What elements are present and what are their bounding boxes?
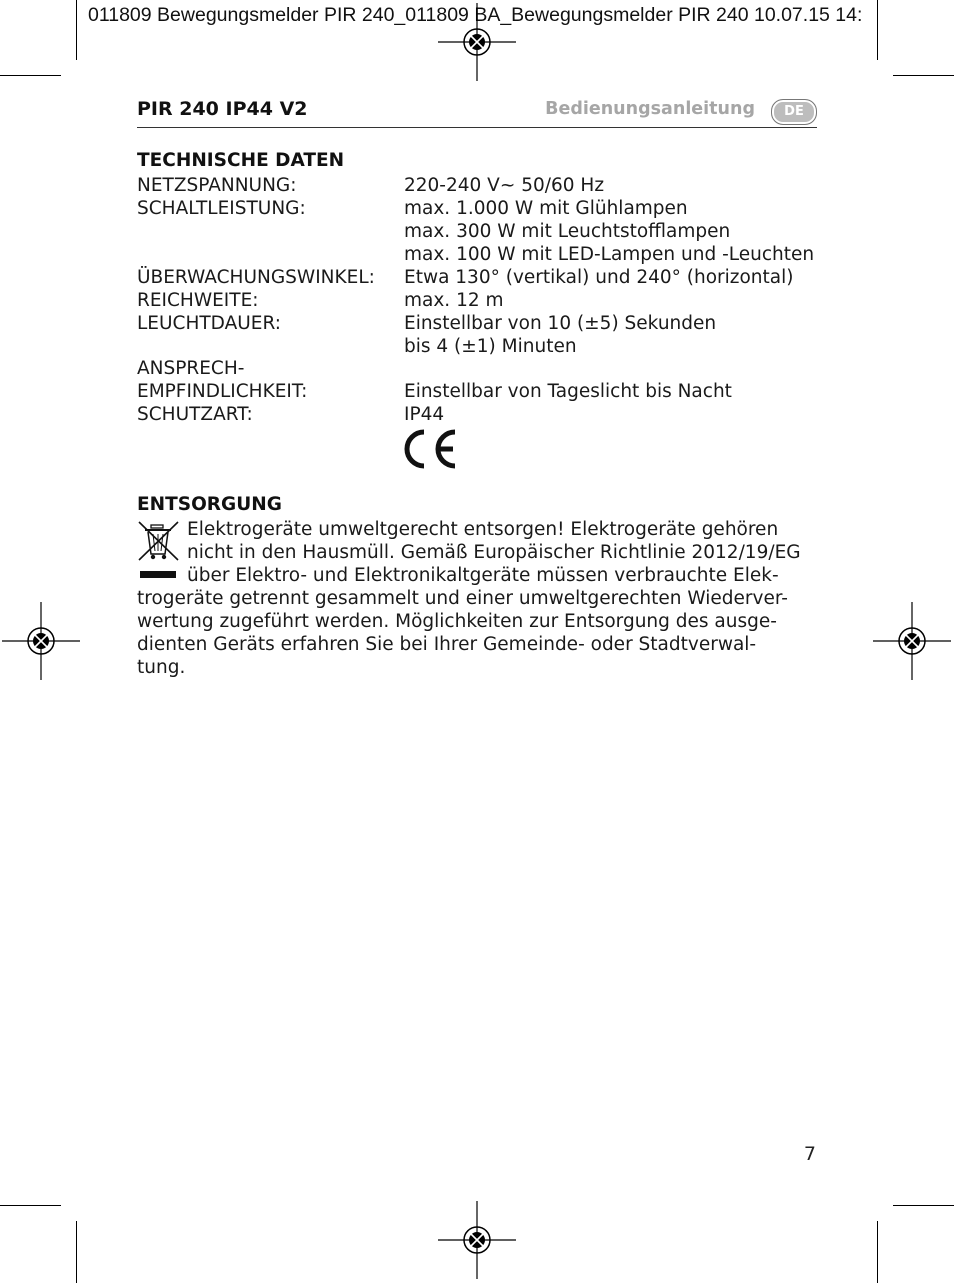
crop-mark xyxy=(0,75,61,76)
crop-mark xyxy=(0,1205,61,1206)
spec-label: REICHWEITE: xyxy=(137,290,259,311)
document-type: Bedienungsanleitung xyxy=(545,99,755,119)
disposal-text-line: Elektrogeräte umweltgerecht entsorgen! Elektrogeräte gehören xyxy=(187,519,779,540)
spec-value: Einstellbar von Tageslicht bis Nacht xyxy=(404,381,732,402)
spec-label: LEUCHTDAUER: xyxy=(137,313,281,334)
spec-label: SCHALTLEISTUNG: xyxy=(137,198,306,219)
disposal-text-line: über Elektro- und Elektronikaltgeräte müssen verbrauchte Elek- xyxy=(187,565,779,586)
registration-mark-icon xyxy=(2,602,80,680)
crop-mark xyxy=(877,0,878,60)
spec-value: IP44 xyxy=(404,404,445,425)
registration-mark-icon xyxy=(438,3,516,81)
page-header xyxy=(137,98,817,128)
crop-mark xyxy=(893,1205,954,1206)
spec-value: max. 100 W mit LED-Lampen und -Leuchten xyxy=(404,244,815,265)
specs-title: TECHNISCHE DATEN xyxy=(137,150,345,171)
model-name: PIR 240 IP44 V2 xyxy=(137,98,308,120)
disposal-text-line: trogeräte getrennt gesammelt und einer umweltgerechten Wiederver- xyxy=(137,588,788,609)
disposal-text-line: wertung zugeführt werden. Möglichkeiten zur Entsorgung des ausge- xyxy=(137,611,777,632)
crop-mark xyxy=(76,0,77,60)
spec-label: EMPFINDLICHKEIT: xyxy=(137,381,308,402)
spec-value: bis 4 (±1) Minuten xyxy=(404,336,577,357)
disposal-text-line: dienten Geräts erfahren Sie bei Ihrer Gemeinde- oder Stadtverwal- xyxy=(137,634,757,655)
registration-mark-icon xyxy=(438,1201,516,1279)
disposal-title: ENTSORGUNG xyxy=(137,494,282,515)
spec-value: Einstellbar von 10 (±5) Sekunden xyxy=(404,313,717,334)
spec-value: Etwa 130° (vertikal) und 240° (horizontal) xyxy=(404,267,794,288)
spec-label: ANSPRECH- xyxy=(137,358,245,379)
spec-value: max. 12 m xyxy=(404,290,504,311)
disposal-text-line: nicht in den Hausmüll. Gemäß Europäischer Richtlinie 2012/19/EG xyxy=(187,542,801,563)
registration-mark-icon xyxy=(873,602,951,680)
crop-mark xyxy=(76,1221,77,1283)
spec-value: max. 300 W mit Leuchtstofflampen xyxy=(404,221,731,242)
crop-mark xyxy=(893,75,954,76)
page-number: 7 xyxy=(803,1143,816,1165)
spec-value: 220-240 V~ 50/60 Hz xyxy=(404,175,605,196)
spec-value: max. 1.000 W mit Glühlampen xyxy=(404,198,688,219)
spec-label: NETZSPANNUNG: xyxy=(137,175,297,196)
weee-crossed-bin-icon xyxy=(137,520,181,582)
spec-label: SCHUTZART: xyxy=(137,404,253,425)
crop-mark xyxy=(877,1221,878,1283)
language-badge: DE xyxy=(771,99,817,125)
spec-label: ÜBERWACHUNGSWINKEL: xyxy=(137,267,375,288)
ce-mark-icon xyxy=(403,428,459,470)
print-slug: 011809 Bewegungsmelder PIR 240_011809 BA_Bewegungsmelder PIR 240 10.07.15 14: xyxy=(88,4,863,26)
disposal-text-line: tung. xyxy=(137,657,186,678)
